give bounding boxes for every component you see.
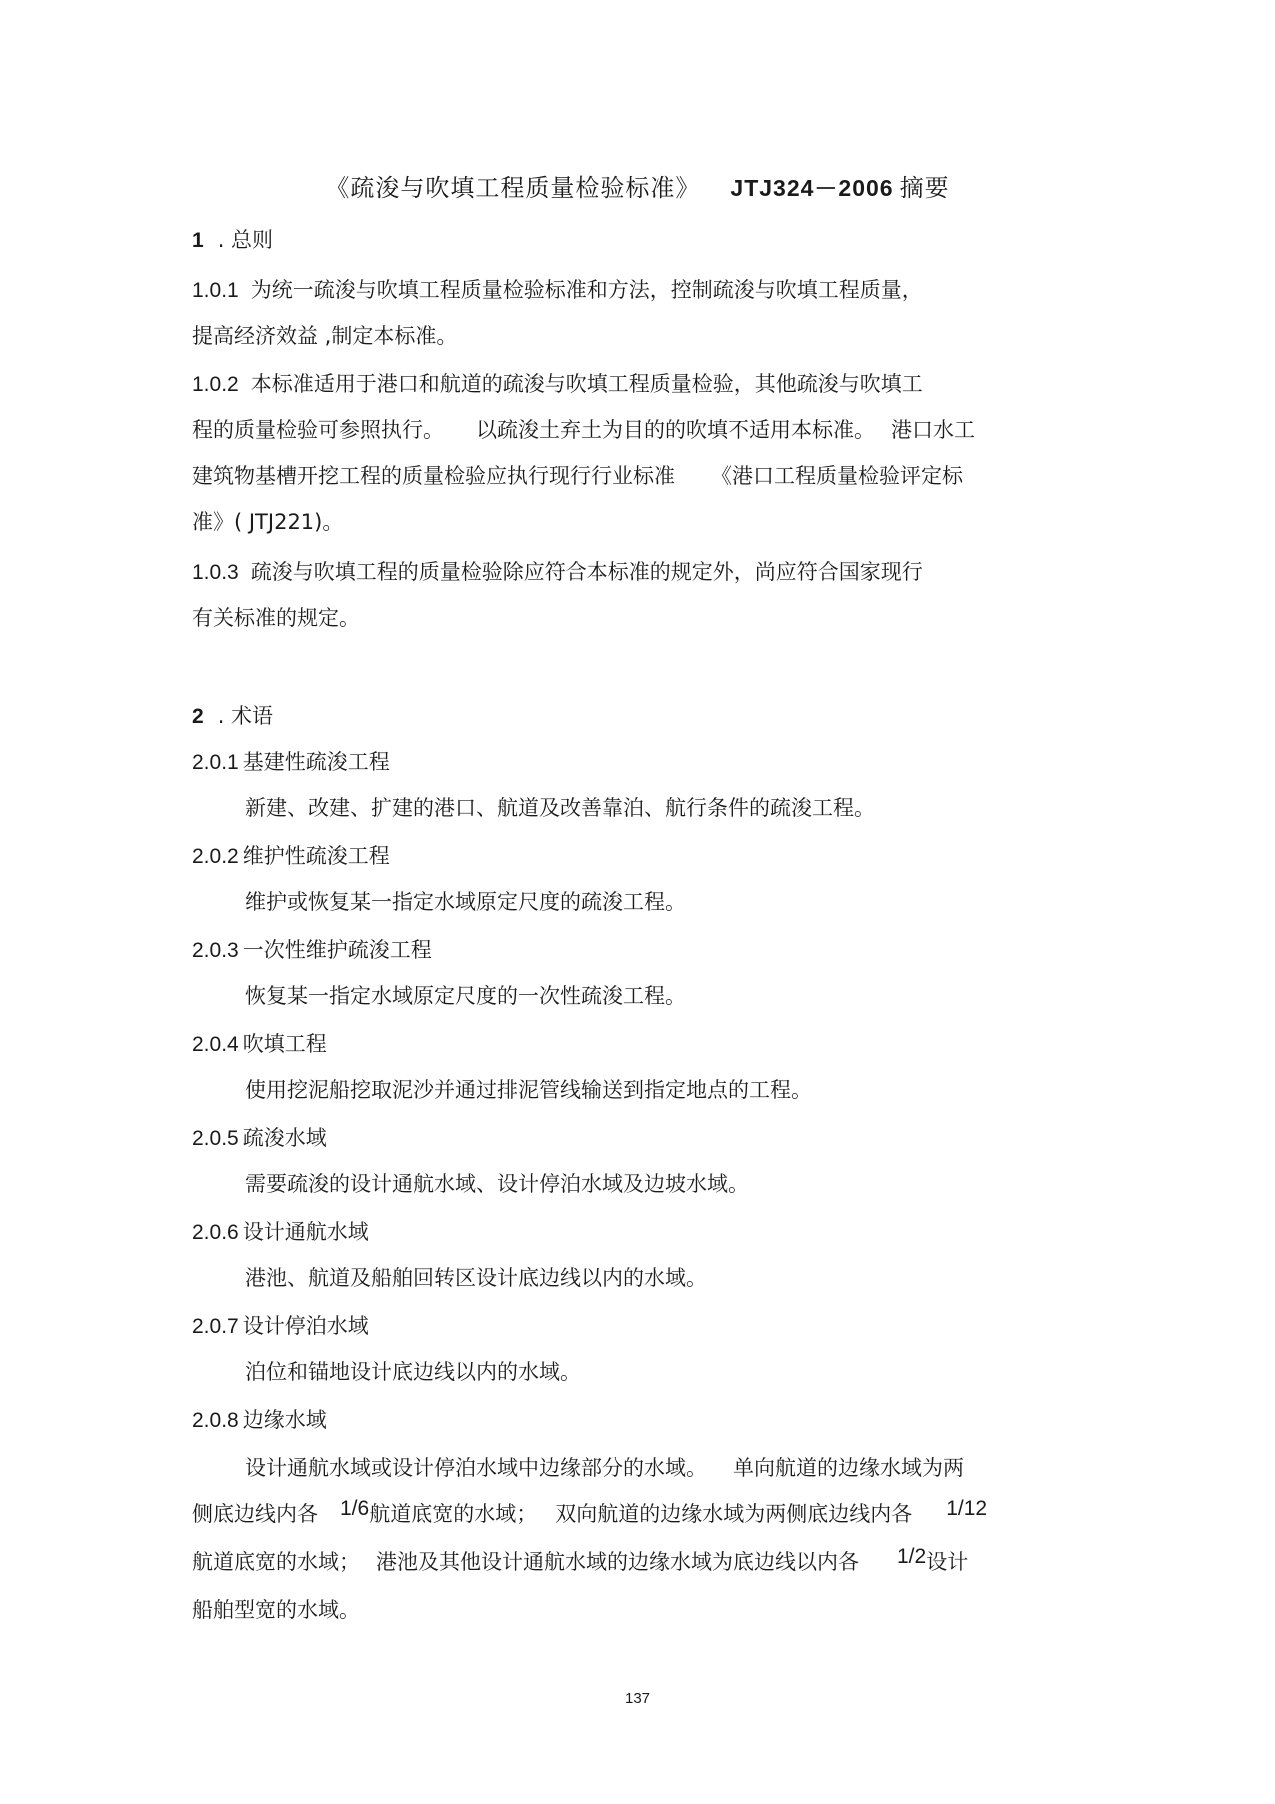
term-2-0-3: [192, 934, 432, 964]
clause-1-0-2-line2: [192, 414, 975, 444]
term-definition: 港池、航道及船舶回转区设计底边线以内的水域。: [245, 1266, 707, 1290]
clause-number: 1.0.1: [192, 279, 239, 302]
term-2-0-8-line4: [192, 1594, 360, 1624]
term-definition: 航道底宽的水域；: [192, 1550, 360, 1574]
page-number: 137: [624, 1690, 651, 1707]
term-definition: 维护或恢复某一指定水域原定尺度的疏浚工程。: [245, 890, 686, 914]
term-definition: 航道底宽的水域；: [369, 1502, 538, 1526]
term-number: 2.0.7: [192, 1315, 239, 1338]
term-title: 设计通航水域: [242, 1220, 369, 1244]
term-2-0-2-definition: [245, 886, 686, 916]
clause-text: 程的质量检验可参照执行。: [192, 418, 444, 442]
section-title: . 总则: [217, 228, 274, 252]
fraction-value: 1/2: [897, 1545, 927, 1568]
section-2-heading: [192, 700, 273, 730]
term-definition: 侧底边线内各: [192, 1502, 318, 1526]
clause-1-0-1: [192, 274, 923, 304]
term-2-0-5: [192, 1122, 327, 1152]
term-2-0-3-definition: [245, 980, 686, 1010]
fraction-value: 1/12: [946, 1497, 988, 1520]
clause-text: 提高经济效益 ,制定本标准。: [192, 324, 458, 348]
term-number: 2.0.5: [192, 1127, 239, 1150]
clause-text: 有关标准的规定。: [192, 606, 360, 630]
section-number: 1: [192, 229, 204, 252]
clause-text: 建筑物基槽开挖工程的质量检验应执行现行行业标准: [192, 464, 675, 488]
term-title: 一次性维护疏浚工程: [242, 938, 432, 962]
term-definition: 设计通航水域或设计停泊水域中边缘部分的水域。: [245, 1456, 707, 1480]
standard-reference: 《港口工程质量检验评定标: [711, 464, 963, 488]
title-text: 《疏浚与吹填工程质量检验标准》: [325, 174, 701, 202]
term-definition: 设计: [926, 1550, 969, 1574]
term-title: 疏浚水域: [242, 1126, 327, 1150]
term-title: 边缘水域: [242, 1408, 327, 1432]
clause-1-0-1-cont: [192, 320, 457, 350]
term-title: 吹填工程: [242, 1032, 327, 1056]
term-definition: 泊位和锚地设计底边线以内的水域。: [245, 1360, 581, 1384]
term-definition: 港池及其他设计通航水域的边缘水域为底边线以内各: [376, 1550, 859, 1574]
term-2-0-1-definition: [245, 792, 875, 822]
term-2-0-6-definition: [245, 1262, 707, 1292]
term-2-0-8: [192, 1404, 327, 1434]
term-title: 维护性疏浚工程: [242, 844, 390, 868]
section-title: . 术语: [217, 704, 274, 728]
title-code: JTJ324－2006: [730, 175, 894, 201]
term-2-0-2: [192, 840, 390, 870]
section-number: 2: [192, 705, 204, 728]
term-definition: 新建、改建、扩建的港口、航道及改善靠泊、航行条件的疏浚工程。: [245, 796, 875, 820]
clause-number: 1.0.3: [192, 561, 239, 584]
fraction-value: 1/6: [340, 1497, 370, 1520]
term-number: 2.0.2: [192, 845, 239, 868]
term-definition: 恢复某一指定水域原定尺度的一次性疏浚工程。: [245, 984, 686, 1008]
clause-1-0-3: [192, 556, 923, 586]
term-number: 2.0.8: [192, 1409, 239, 1432]
clause-1-0-2: [192, 368, 923, 398]
clause-text: 本标准适用于港口和航道的疏浚与吹填工程质量检验，其他疏浚与吹填工: [250, 372, 923, 396]
title-suffix: 摘要: [899, 174, 950, 202]
term-2-0-4-definition: [245, 1074, 812, 1104]
term-number: 2.0.3: [192, 939, 239, 962]
term-definition: 船舶型宽的水域。: [192, 1598, 360, 1622]
term-2-0-5-definition: [245, 1168, 749, 1198]
term-2-0-8-line3: [192, 1546, 968, 1576]
term-2-0-8-line1: [245, 1452, 964, 1482]
page-title: [0, 168, 1275, 203]
term-number: 2.0.4: [192, 1033, 239, 1056]
term-2-0-4: [192, 1028, 327, 1058]
clause-text: 疏浚与吹填工程的质量检验除应符合本标准的规定外，尚应符合国家现行: [250, 560, 923, 584]
term-2-0-7: [192, 1310, 369, 1340]
clause-1-0-2-line4: [192, 506, 343, 536]
term-definition: 需要疏浚的设计通航水域、设计停泊水域及边坡水域。: [245, 1172, 749, 1196]
term-definition: 使用挖泥船挖取泥沙并通过排泥管线输送到指定地点的工程。: [245, 1078, 812, 1102]
clause-text: 准》( JTJ221)。: [192, 510, 344, 534]
term-number: 2.0.6: [192, 1221, 239, 1244]
clause-text: 港口水工: [891, 418, 975, 442]
clause-number: 1.0.2: [192, 373, 239, 396]
clause-text: 以疏浚土弃土为目的的吹填不适用本标准。: [476, 418, 875, 442]
clause-1-0-2-line3: [192, 460, 963, 490]
term-definition: 单向航道的边缘水域为两: [733, 1456, 964, 1480]
term-2-0-6: [192, 1216, 369, 1246]
term-2-0-1: [192, 746, 390, 776]
section-1-heading: [192, 224, 273, 254]
clause-1-0-3-cont: [192, 602, 360, 632]
term-2-0-7-definition: [245, 1356, 581, 1386]
clause-text: 为统一疏浚与吹填工程质量检验标准和方法，控制疏浚与吹填工程质量，: [250, 278, 923, 302]
term-number: 2.0.1: [192, 751, 239, 774]
term-title: 基建性疏浚工程: [242, 750, 390, 774]
term-definition: 双向航道的边缘水域为两侧底边线内各: [555, 1502, 913, 1526]
term-2-0-8-line2: [192, 1498, 987, 1528]
term-title: 设计停泊水域: [242, 1314, 369, 1338]
